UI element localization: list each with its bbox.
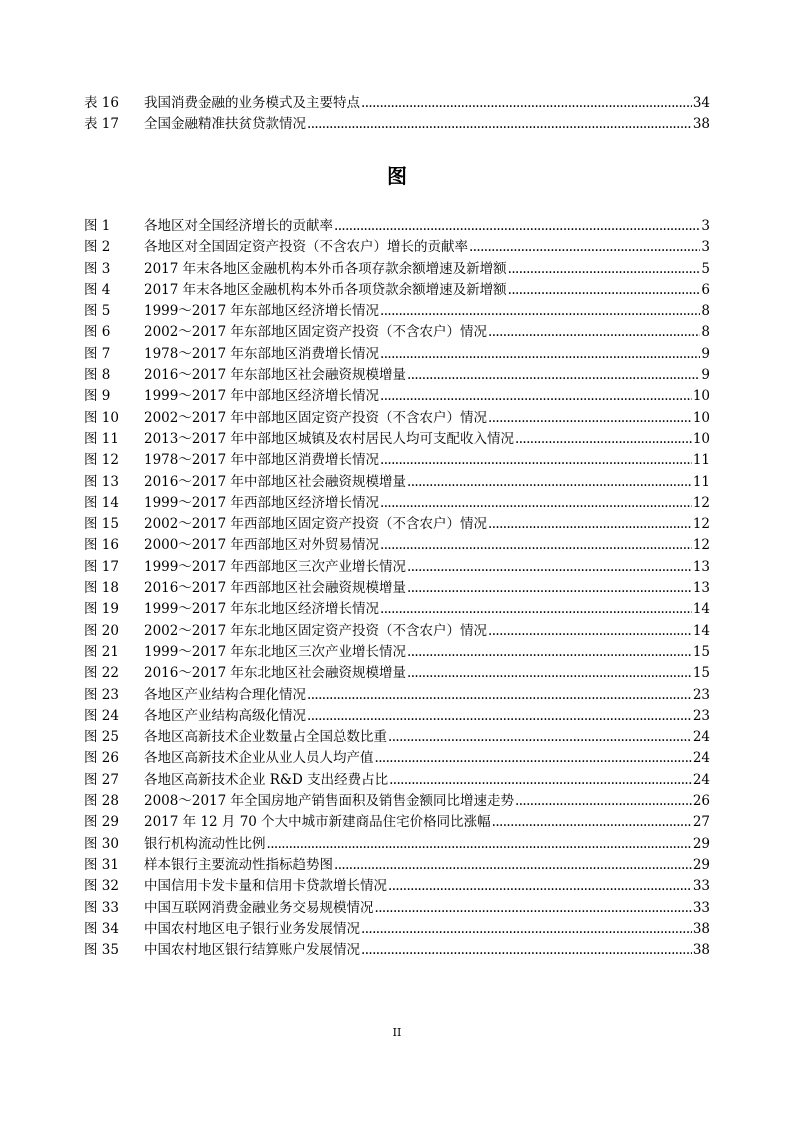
entry-label: 图 17: [84, 558, 119, 575]
figure-entry[interactable]: [84, 237, 710, 258]
dot-leader: [407, 663, 692, 684]
entry-label: 图 18: [84, 580, 119, 597]
entry-label: 图 12: [84, 452, 119, 469]
entry-title: 2002～2017 年西部地区固定资产投资（不含农户）情况: [144, 516, 488, 533]
dot-leader: [361, 940, 692, 961]
entry-label: 图 3: [84, 260, 111, 277]
entry-title: 1999～2017 年东部地区经济增长情况: [144, 303, 380, 320]
entry-title: 1999～2017 年西部地区三次产业增长情况: [144, 558, 407, 575]
entry-page-number: 13: [692, 580, 710, 597]
entry-title: 全国金融精准扶贫贷款情况: [144, 116, 306, 133]
dot-leader: [389, 770, 692, 791]
figure-entry[interactable]: [84, 493, 710, 514]
figure-entry[interactable]: [84, 919, 710, 940]
entry-label: 图 7: [84, 345, 111, 362]
figure-entry[interactable]: [84, 216, 710, 237]
entry-title: 1978～2017 年东部地区消费增长情况: [144, 345, 380, 362]
entry-title: 2016～2017 年西部地区社会融资规模增量: [144, 580, 407, 597]
entry-title: 中国互联网消费金融业务交易规模情况: [144, 899, 374, 916]
entry-title: 中国农村地区银行结算账户发展情况: [144, 942, 360, 959]
entry-label: 图 19: [84, 601, 119, 618]
entry-title: 2013～2017 年中部地区城镇及农村居民人均可支配收入情况: [144, 430, 515, 447]
entry-page-number: 10: [692, 430, 710, 447]
figure-entry[interactable]: [84, 940, 710, 961]
dot-leader: [388, 727, 692, 748]
dot-leader: [380, 301, 700, 322]
entry-page-number: 8: [701, 324, 710, 341]
dot-leader: [508, 280, 701, 301]
entry-label: 图 26: [84, 750, 119, 767]
entry-label: 图 34: [84, 920, 119, 937]
entry-label: 图 9: [84, 388, 111, 405]
entry-label: 图 20: [84, 622, 119, 639]
entry-title: 银行机构流动性比例: [144, 835, 266, 852]
figure-entry[interactable]: [84, 898, 710, 919]
figure-entry[interactable]: [84, 322, 710, 343]
figure-entry[interactable]: [84, 514, 710, 535]
entry-title: 各地区高新技术企业从业人员人均产值: [144, 750, 374, 767]
figure-entry[interactable]: [84, 855, 710, 876]
figure-entry[interactable]: [84, 386, 710, 407]
figure-entry[interactable]: [84, 280, 710, 301]
entry-title: 2016～2017 年中部地区社会融资规模增量: [144, 473, 407, 490]
dot-leader: [407, 642, 692, 663]
figure-entry[interactable]: [84, 365, 710, 386]
entry-title: 2016～2017 年东部地区社会融资规模增量: [144, 367, 407, 384]
entry-page-number: 29: [692, 856, 710, 873]
entry-label: 图 6: [84, 324, 111, 341]
figure-entry[interactable]: [84, 259, 710, 280]
entry-page-number: 34: [692, 95, 710, 111]
entry-title: 2016～2017 年东北地区社会融资规模增量: [144, 665, 407, 682]
entry-title: 1999～2017 年东北地区三次产业增长情况: [144, 643, 407, 660]
figure-entry[interactable]: [84, 535, 710, 556]
entry-page-number: 12: [692, 537, 710, 554]
figure-list: [84, 216, 710, 961]
dot-leader: [488, 514, 692, 535]
entry-page-number: 29: [692, 835, 710, 852]
dot-leader: [267, 834, 692, 855]
dot-leader: [508, 259, 701, 280]
dot-leader: [334, 216, 700, 237]
entry-title: 2002～2017 年东北地区固定资产投资（不含农户）情况: [144, 622, 488, 639]
entry-page-number: 23: [692, 707, 710, 724]
dot-leader: [380, 386, 692, 407]
entry-page-number: 9: [701, 345, 710, 362]
entry-title: 1999～2017 年东北地区经济增长情况: [144, 601, 380, 618]
figure-entry[interactable]: [84, 748, 710, 769]
dot-leader: [380, 450, 692, 471]
figure-entry[interactable]: [84, 578, 710, 599]
dot-leader: [307, 114, 692, 135]
figure-entry[interactable]: [84, 791, 710, 812]
dot-leader: [361, 93, 692, 114]
entry-page-number: 9: [701, 367, 710, 384]
entry-title: 2017 年 12 月 70 个大中城市新建商品住宅价格同比涨幅: [144, 814, 491, 831]
figure-entry[interactable]: [84, 642, 710, 663]
entry-title: 我国消费金融的业务模式及主要特点: [144, 95, 360, 111]
entry-page-number: 11: [692, 452, 710, 469]
entry-page-number: 12: [692, 494, 710, 511]
entry-page-number: 8: [701, 303, 710, 320]
dot-leader: [380, 599, 692, 620]
dot-leader: [307, 685, 692, 706]
dot-leader: [388, 876, 692, 897]
entry-label: 图 28: [84, 793, 119, 810]
dot-leader: [334, 855, 692, 876]
entry-label: 图 4: [84, 281, 111, 298]
entry-page-number: 10: [692, 388, 710, 405]
entry-page-number: 11: [692, 473, 710, 490]
dot-leader: [380, 493, 692, 514]
dot-leader: [492, 812, 692, 833]
entry-page-number: 33: [692, 878, 710, 895]
entry-label: 图 32: [84, 878, 119, 895]
dot-leader: [407, 557, 692, 578]
entry-title: 各地区高新技术企业数量占全国总数比重: [144, 729, 387, 746]
entry-page-number: 38: [692, 920, 710, 937]
entry-label: 图 2: [84, 239, 111, 256]
entry-title: 2000～2017 年西部地区对外贸易情况: [144, 537, 380, 554]
entry-page-number: 27: [692, 814, 710, 831]
figure-entry[interactable]: [84, 301, 710, 322]
figure-entry[interactable]: [84, 429, 710, 450]
dot-leader: [375, 748, 692, 769]
entry-title: 2002～2017 年东部地区固定资产投资（不含农户）情况: [144, 324, 488, 341]
figure-entry[interactable]: [84, 472, 710, 493]
entry-title: 1999～2017 年中部地区经济增长情况: [144, 388, 380, 405]
dot-leader: [469, 237, 700, 258]
dot-leader: [407, 365, 700, 386]
dot-leader: [488, 408, 692, 429]
entry-label: 图 27: [84, 771, 119, 788]
dot-leader: [361, 919, 692, 940]
table-entry[interactable]: [84, 114, 710, 135]
entry-page-number: 24: [692, 729, 710, 746]
entry-page-number: 3: [701, 218, 710, 234]
entry-title: 2017 年末各地区金融机构本外币各项存款余额增速及新增额: [144, 260, 507, 277]
entry-label: 图 14: [84, 494, 119, 511]
entry-label: 图 1: [84, 218, 111, 234]
entry-label: 图 31: [84, 856, 119, 873]
entry-label: 图 33: [84, 899, 119, 916]
entry-title: 各地区对全国固定资产投资（不含农户）增长的贡献率: [144, 239, 468, 256]
dot-leader: [488, 621, 692, 642]
entry-title: 各地区对全国经济增长的贡献率: [144, 218, 333, 234]
entry-page-number: 14: [692, 601, 710, 618]
entry-title: 各地区产业结构高级化情况: [144, 707, 306, 724]
dot-leader: [515, 429, 692, 450]
entry-label: 图 16: [84, 537, 119, 554]
table-list: [84, 93, 710, 136]
entry-page-number: 15: [692, 665, 710, 682]
figure-entry[interactable]: [84, 450, 710, 471]
entry-label: 表 17: [84, 116, 119, 133]
dot-leader: [515, 791, 692, 812]
entry-label: 图 24: [84, 707, 119, 724]
entry-title: 样本银行主要流动性指标趋势图: [144, 856, 333, 873]
entry-page-number: 26: [692, 793, 710, 810]
entry-page-number: 38: [692, 116, 710, 133]
entry-page-number: 23: [692, 686, 710, 703]
entry-label: 图 13: [84, 473, 119, 490]
entry-label: 图 25: [84, 729, 119, 746]
dot-leader: [407, 578, 692, 599]
entry-page-number: 3: [701, 239, 710, 256]
entry-title: 各地区产业结构合理化情况: [144, 686, 306, 703]
entry-label: 图 11: [84, 430, 119, 447]
figure-entry[interactable]: [84, 834, 710, 855]
dot-leader: [380, 344, 700, 365]
table-entry[interactable]: [84, 93, 710, 114]
entry-page-number: 10: [692, 409, 710, 426]
entry-label: 图 21: [84, 643, 119, 660]
entry-title: 各地区高新技术企业 R&D 支出经费占比: [144, 771, 389, 788]
entry-page-number: 33: [692, 899, 710, 916]
figure-entry[interactable]: [84, 706, 710, 727]
entry-label: 图 23: [84, 686, 119, 703]
figure-entry[interactable]: [84, 663, 710, 684]
figure-entry[interactable]: [84, 812, 710, 833]
entry-label: 图 29: [84, 814, 119, 831]
dot-leader: [488, 322, 700, 343]
dot-leader: [375, 898, 692, 919]
figure-entry[interactable]: [84, 344, 710, 365]
figure-entry[interactable]: [84, 685, 710, 706]
figure-entry[interactable]: [84, 557, 710, 578]
entry-title: 1999～2017 年西部地区经济增长情况: [144, 494, 380, 511]
figures-heading: 图: [387, 164, 407, 188]
entry-label: 图 35: [84, 942, 119, 959]
entry-label: 图 30: [84, 835, 119, 852]
entry-label: 图 5: [84, 303, 111, 320]
page-number: II: [392, 1026, 402, 1039]
figure-entry[interactable]: [84, 876, 710, 897]
entry-title: 2008～2017 年全国房地产销售面积及销售金额同比增速走势: [144, 793, 515, 810]
entry-title: 1978～2017 年中部地区消费增长情况: [144, 452, 380, 469]
entry-label: 表 16: [84, 95, 119, 111]
entry-label: 图 15: [84, 516, 119, 533]
figure-entry[interactable]: [84, 727, 710, 748]
figure-entry[interactable]: [84, 770, 710, 791]
entry-page-number: 13: [692, 558, 710, 575]
entry-title: 2002～2017 年中部地区固定资产投资（不含农户）情况: [144, 409, 488, 426]
entry-page-number: 6: [701, 281, 710, 298]
entry-page-number: 24: [692, 771, 710, 788]
entry-title: 中国农村地区电子银行业务发展情况: [144, 920, 360, 937]
figure-entry[interactable]: [84, 621, 710, 642]
figure-entry[interactable]: [84, 408, 710, 429]
dot-leader: [307, 706, 692, 727]
figure-entry[interactable]: [84, 599, 710, 620]
entry-page-number: 12: [692, 516, 710, 533]
entry-page-number: 14: [692, 622, 710, 639]
dot-leader: [407, 472, 692, 493]
entry-page-number: 15: [692, 643, 710, 660]
entry-title: 中国信用卡发卡量和信用卡贷款增长情况: [144, 878, 387, 895]
entry-label: 图 10: [84, 409, 119, 426]
dot-leader: [380, 535, 692, 556]
entry-page-number: 38: [692, 942, 710, 959]
entry-label: 图 8: [84, 367, 111, 384]
entry-title: 2017 年末各地区金融机构本外币各项贷款余额增速及新增额: [144, 281, 507, 298]
entry-page-number: 24: [692, 750, 710, 767]
entry-page-number: 5: [701, 260, 710, 277]
entry-label: 图 22: [84, 665, 119, 682]
